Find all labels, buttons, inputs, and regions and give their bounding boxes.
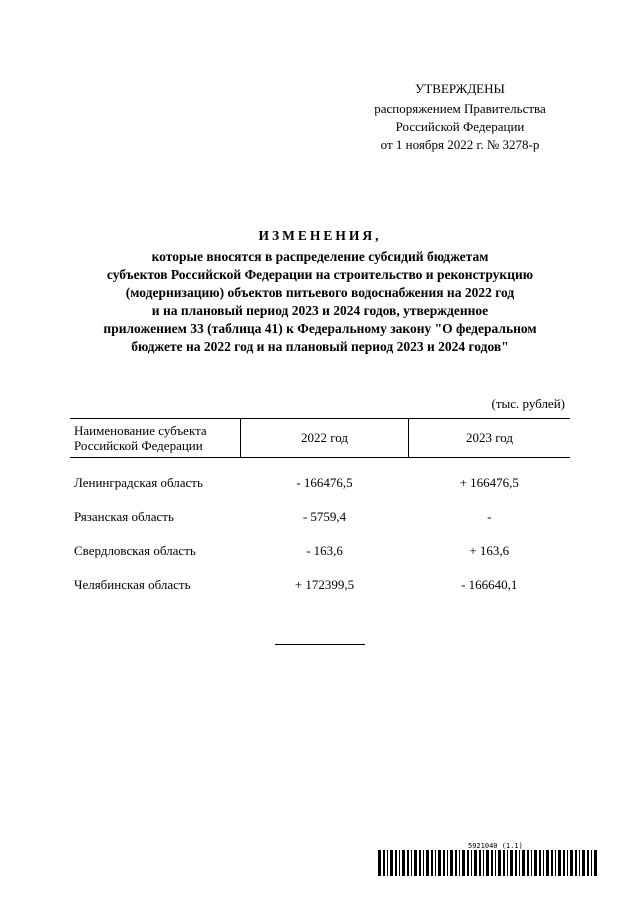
header-year-2023: 2023 год	[409, 419, 571, 458]
value-2023: + 166476,5	[459, 475, 519, 490]
document-heading	[50, 228, 590, 356]
approval-title: УТВЕРЖДЕНЫ	[415, 81, 505, 96]
document-title: ИЗМЕНЕНИЯ,	[258, 228, 382, 243]
approval-line-2: распоряжением Правительства	[374, 101, 546, 116]
heading-line-5: приложением 33 (таблица 41) к Федеральному закону "О федеральном	[103, 321, 537, 336]
heading-line-3: (модернизацию) объектов питьевого водоснабжения на 2022 год	[125, 285, 515, 300]
value-2023: + 163,6	[469, 543, 510, 558]
end-of-document-rule	[275, 644, 365, 645]
approval-stamp	[330, 80, 590, 154]
table-row	[70, 458, 570, 501]
barcode-block	[378, 842, 598, 876]
units-label: (тыс. рублей)	[491, 396, 565, 411]
header-year-2022: 2022 год	[241, 419, 409, 458]
approval-line-3: Российской Федерации	[395, 119, 525, 134]
region-name: Ленинградская область	[74, 475, 203, 490]
region-name: Рязанская область	[74, 509, 174, 524]
table-header-row	[70, 419, 570, 458]
subsidy-table	[70, 418, 570, 602]
header-region-name	[70, 419, 241, 458]
table-row	[70, 534, 570, 568]
heading-line-2: субъектов Российской Федерации на строительство и реконструкцию	[106, 267, 534, 282]
region-name: Челябинская область	[74, 577, 191, 592]
barcode-icon	[378, 850, 598, 876]
value-2023: - 166640,1	[461, 577, 518, 592]
value-2022: - 166476,5	[296, 475, 353, 490]
header-region-name-line-1: Наименование субъекта	[74, 423, 207, 438]
approval-date-number: от 1 ноября 2022 г. № 3278-р	[380, 137, 540, 152]
value-2022: + 172399,5	[294, 577, 355, 592]
heading-line-4: и на плановый период 2023 и 2024 годов, утвержденное	[151, 303, 489, 318]
table-row	[70, 568, 570, 602]
table-row	[70, 500, 570, 534]
value-2022: - 5759,4	[302, 509, 347, 524]
value-2022: - 163,6	[306, 543, 343, 558]
barcode-number: 5921040 (1.1)	[468, 842, 523, 850]
value-2023: -	[487, 509, 492, 524]
region-name: Свердловская область	[74, 543, 196, 558]
header-region-name-line-2: Российской Федерации	[74, 438, 203, 453]
heading-line-1: которые вносятся в распределение субсидий бюджетам	[151, 249, 489, 264]
heading-line-6: бюджете на 2022 год и на плановый период 2023 и 2024 годов"	[131, 339, 509, 354]
